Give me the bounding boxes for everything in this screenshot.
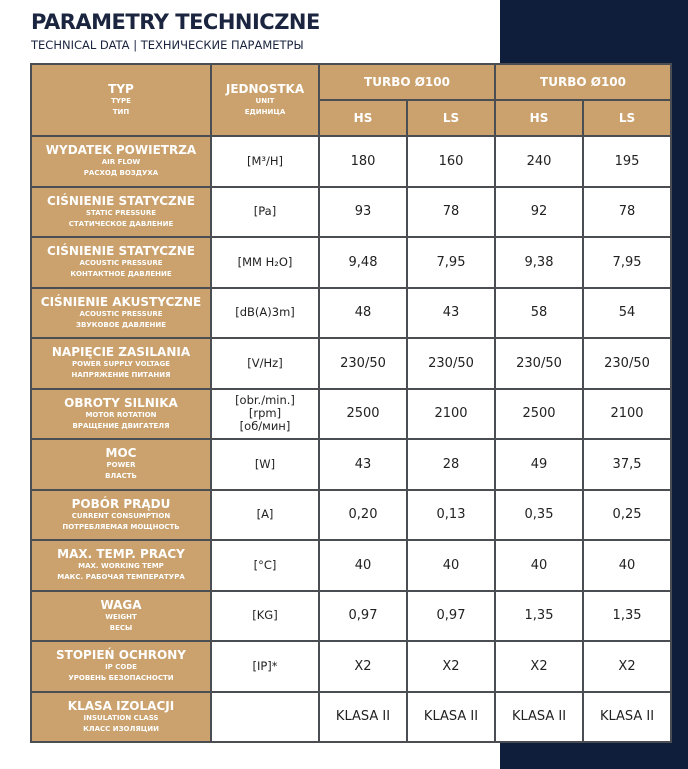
- label-ru: ЗВУКОВОЕ ДАВЛЕНИЕ: [76, 320, 166, 329]
- value-cell: 43: [319, 439, 407, 490]
- parameter-label: [31, 540, 211, 591]
- table-row: [31, 591, 671, 642]
- label-ru: ПОТРЕБЛЯЕМАЯ МОЩНОСТЬ: [62, 522, 180, 531]
- value-cell: 2100: [407, 389, 495, 440]
- parameter-label: [31, 389, 211, 440]
- label-ru: ВРАЩЕНИЕ ДВИГАТЕЛЯ: [72, 421, 170, 430]
- label-en: AIR FLOW: [101, 158, 141, 167]
- unit-cell: [211, 439, 319, 490]
- value-cell: 2100: [583, 389, 671, 440]
- value-cell: X2: [407, 641, 495, 692]
- parameter-label: [31, 288, 211, 339]
- value-cell: 48: [319, 288, 407, 339]
- value-cell: 9,38: [495, 237, 583, 288]
- unit-text: [MM H₂O]: [237, 254, 293, 269]
- unit-text: [M³/H]: [246, 153, 284, 168]
- table-row: [31, 389, 671, 440]
- unit-text: [dB(A)3m]: [235, 305, 295, 320]
- table-row: [31, 187, 671, 238]
- label-en: INSULATION CLASS: [83, 713, 159, 722]
- speed-header: HS: [495, 100, 583, 136]
- value-cell: 40: [495, 540, 583, 591]
- value-cell: 230/50: [407, 338, 495, 389]
- parameter-label: [31, 591, 211, 642]
- label-en: MAX. WORKING TEMP: [78, 562, 164, 571]
- value-cell: X2: [583, 641, 671, 692]
- unit-text: [Pa]: [253, 204, 277, 219]
- page-subtitle: TECHNICAL DATA | ТЕХНИЧЕСКИЕ ПАРАМЕТРЫ: [31, 38, 304, 52]
- label-pl: STOPIEŃ OCHRONY: [56, 648, 186, 663]
- unit-cell: [211, 490, 319, 541]
- type-header: [31, 64, 211, 136]
- parameter-label: [31, 237, 211, 288]
- unit-text: [obr./min.]: [235, 393, 295, 408]
- value-cell: 195: [583, 136, 671, 187]
- unit-text: [KG]: [252, 608, 278, 623]
- speed-header: LS: [583, 100, 671, 136]
- value-cell: 2500: [495, 389, 583, 440]
- unit-cell: [211, 641, 319, 692]
- value-cell: 78: [407, 187, 495, 238]
- value-cell: 1,35: [495, 591, 583, 642]
- table-row: [31, 288, 671, 339]
- label-pl: MOC: [105, 446, 137, 461]
- value-cell: 7,95: [583, 237, 671, 288]
- label-pl: CIŚNIENIE STATYCZNE: [47, 244, 195, 259]
- type-header-ru: ТИП: [112, 108, 130, 116]
- page-title: PARAMETRY TECHNICZNE: [31, 10, 320, 34]
- unit-cell: [211, 288, 319, 339]
- value-cell: 230/50: [583, 338, 671, 389]
- table-row: [31, 540, 671, 591]
- label-ru: КОНТАКТНОЕ ДАВЛЕНИЕ: [70, 270, 172, 279]
- unit-text: [V/Hz]: [247, 355, 283, 370]
- value-cell: 160: [407, 136, 495, 187]
- table-row: [31, 237, 671, 288]
- value-cell: 0,25: [583, 490, 671, 541]
- unit-text: [об/мин]: [239, 419, 291, 434]
- label-ru: КЛАСС ИЗОЛЯЦИИ: [83, 724, 159, 733]
- label-pl: WYDATEK POWIETRZA: [45, 143, 197, 158]
- label-pl: NAPIĘCIE ZASILANIA: [51, 345, 191, 360]
- unit-text: [IP]*: [252, 658, 278, 673]
- value-cell: 0,35: [495, 490, 583, 541]
- label-ru: ВЛАСТЬ: [105, 472, 137, 481]
- parameter-label: [31, 338, 211, 389]
- value-cell: 0,97: [319, 591, 407, 642]
- label-ru: НАПРЯЖЕНИЕ ПИТАНИЯ: [71, 371, 171, 380]
- table-row: [31, 338, 671, 389]
- unit-cell: [211, 692, 319, 743]
- value-cell: KLASA II: [583, 692, 671, 743]
- value-cell: 240: [495, 136, 583, 187]
- unit-cell: [211, 540, 319, 591]
- value-cell: 0,13: [407, 490, 495, 541]
- type-header-en: TYPE: [111, 97, 131, 105]
- technical-data-table: [30, 63, 672, 743]
- unit-text: [°C]: [253, 557, 277, 572]
- value-cell: 2500: [319, 389, 407, 440]
- value-cell: 49: [495, 439, 583, 490]
- label-pl: KLASA IZOLACJI: [67, 698, 175, 713]
- value-cell: 9,48: [319, 237, 407, 288]
- table-row: [31, 641, 671, 692]
- label-pl: MAX. TEMP. PRACY: [57, 547, 185, 562]
- label-pl: OBROTY SILNIKA: [64, 395, 178, 410]
- model-header: TURBO Ø100: [319, 64, 495, 100]
- unit-header-ru: ЕДИНИЦА: [244, 108, 286, 116]
- unit-cell: [211, 237, 319, 288]
- unit-cell: [211, 338, 319, 389]
- value-cell: KLASA II: [319, 692, 407, 743]
- value-cell: X2: [319, 641, 407, 692]
- type-header-pl: TYP: [108, 82, 134, 96]
- label-pl: WAGA: [100, 597, 142, 612]
- label-en: IP CODE: [105, 663, 137, 672]
- value-cell: 1,35: [583, 591, 671, 642]
- label-pl: CIŚNIENIE AKUSTYCZNE: [40, 294, 202, 309]
- label-ru: РАСХОД ВОЗДУХА: [83, 169, 159, 178]
- label-en: CURRENT CONSUMPTION: [71, 511, 171, 520]
- parameter-label: [31, 692, 211, 743]
- value-cell: 230/50: [495, 338, 583, 389]
- parameter-label: [31, 187, 211, 238]
- table-row: [31, 692, 671, 743]
- value-cell: X2: [495, 641, 583, 692]
- label-en: POWER SUPPLY VOLTAGE: [72, 360, 170, 369]
- unit-header-pl: JEDNOSTKA: [225, 82, 305, 96]
- value-cell: 92: [495, 187, 583, 238]
- unit-cell: [211, 187, 319, 238]
- unit-text: [W]: [254, 456, 276, 471]
- parameter-label: [31, 136, 211, 187]
- value-cell: 43: [407, 288, 495, 339]
- value-cell: 54: [583, 288, 671, 339]
- parameter-label: [31, 490, 211, 541]
- unit-header-en: UNIT: [255, 97, 275, 105]
- label-ru: ВЕСЫ: [109, 623, 133, 632]
- label-ru: СТАТИЧЕСКОЕ ДАВЛЕНИЕ: [68, 219, 174, 228]
- value-cell: 40: [407, 540, 495, 591]
- unit-text: [A]: [256, 507, 274, 522]
- value-cell: KLASA II: [407, 692, 495, 743]
- unit-cell: [211, 136, 319, 187]
- value-cell: 40: [319, 540, 407, 591]
- unit-cell: [211, 591, 319, 642]
- label-en: POWER: [106, 461, 136, 470]
- value-cell: 93: [319, 187, 407, 238]
- unit-cell: [211, 389, 319, 440]
- value-cell: 40: [583, 540, 671, 591]
- value-cell: 0,20: [319, 490, 407, 541]
- table-row: [31, 136, 671, 187]
- value-cell: 28: [407, 439, 495, 490]
- label-en: MOTOR ROTATION: [85, 410, 157, 419]
- speed-header: HS: [319, 100, 407, 136]
- value-cell: 37,5: [583, 439, 671, 490]
- value-cell: 0,97: [407, 591, 495, 642]
- label-en: ACOUSTIC PRESSURE: [79, 259, 163, 268]
- table-row: [31, 439, 671, 490]
- unit-header: [211, 64, 319, 136]
- value-cell: KLASA II: [495, 692, 583, 743]
- unit-text: [rpm]: [248, 406, 282, 421]
- label-en: ACOUSTIC PRESSURE: [79, 309, 163, 318]
- label-pl: POBÓR PRĄDU: [71, 496, 171, 511]
- label-ru: МАКС. РАБОЧАЯ ТЕМПЕРАТУРА: [57, 573, 185, 582]
- label-en: STATIC PRESSURE: [85, 208, 157, 217]
- parameter-label: [31, 641, 211, 692]
- value-cell: 58: [495, 288, 583, 339]
- value-cell: 230/50: [319, 338, 407, 389]
- value-cell: 78: [583, 187, 671, 238]
- value-cell: 180: [319, 136, 407, 187]
- label-en: WEIGHT: [105, 612, 137, 621]
- label-ru: УРОВЕНЬ БЕЗОПАСНОСТИ: [68, 674, 174, 683]
- table-row: [31, 490, 671, 541]
- value-cell: 7,95: [407, 237, 495, 288]
- model-header: TURBO Ø100: [495, 64, 671, 100]
- parameter-label: [31, 439, 211, 490]
- speed-header: LS: [407, 100, 495, 136]
- label-pl: CIŚNIENIE STATYCZNE: [47, 193, 195, 208]
